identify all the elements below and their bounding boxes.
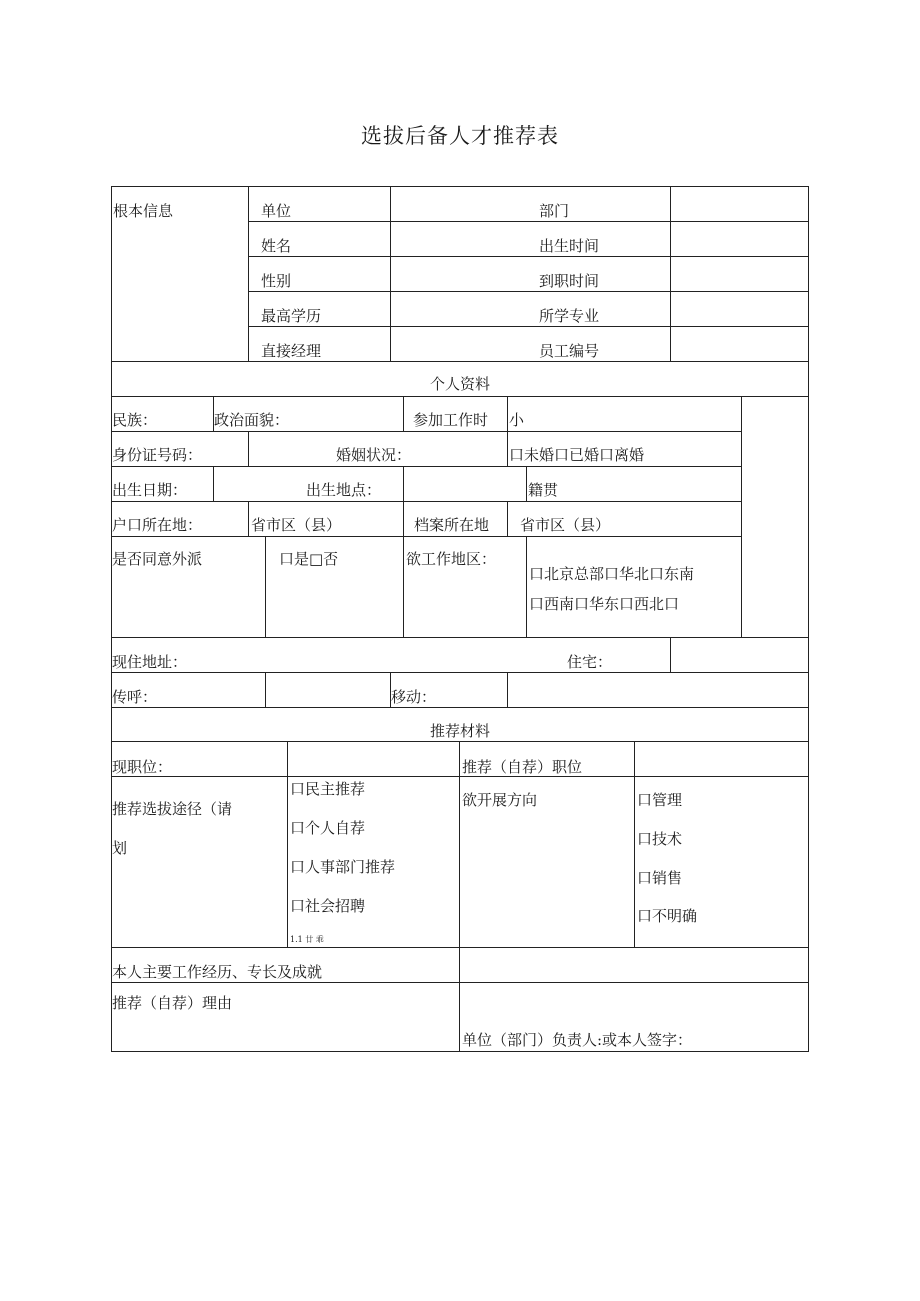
route-option: 口民主推荐: [290, 780, 366, 798]
grid-line: [111, 947, 809, 948]
grid-line: [248, 221, 809, 222]
label-birth-time: 出生时间: [539, 237, 600, 255]
grid-line: [526, 466, 527, 501]
grid-line: [403, 536, 404, 637]
label-employee-id: 员工编号: [539, 342, 600, 360]
route-option: 口社会招聘: [290, 897, 366, 915]
route-option: 口人事部门推荐: [290, 858, 396, 876]
label-mobile: 移动：: [391, 688, 437, 706]
label-work-region: 欲工作地区：: [406, 550, 497, 568]
direction-option: 口技术: [637, 830, 683, 848]
grid-line: [265, 672, 266, 707]
hukou-value: 省市区（县）: [251, 516, 342, 534]
grid-line: [634, 741, 635, 947]
grid-line: [111, 501, 741, 502]
grid-line: [507, 672, 508, 707]
label-id-number: 身份证号码：: [112, 446, 203, 464]
grid-line: [670, 637, 671, 672]
direction-option: 口不明确: [637, 907, 698, 925]
section-personal-info: 个人资料: [429, 375, 490, 393]
grid-line: [670, 186, 671, 361]
grid-line: [265, 536, 266, 637]
grid-line: [459, 741, 460, 1052]
label-hukou: 户口所在地：: [112, 516, 203, 534]
grid-line: [111, 431, 741, 432]
grid-line: [526, 536, 527, 637]
form-frame: [111, 186, 809, 1052]
direction-option: 口管理: [637, 791, 683, 809]
label-pager: 传呼：: [112, 688, 158, 706]
grid-line: [213, 466, 214, 501]
region-options-line2: 口西南口华东口西北口: [529, 595, 680, 613]
label-archive: 档案所在地: [414, 516, 490, 534]
grid-line: [403, 396, 404, 431]
label-major: 所学专业: [539, 307, 600, 325]
grid-line: [507, 501, 508, 536]
label-recommendation-reason: 推荐（自荐）理由: [112, 994, 233, 1012]
grid-line: [111, 707, 809, 708]
label-political-status: 政治面貌：: [214, 411, 290, 429]
label-education: 最高学历: [261, 307, 322, 325]
grid-line: [741, 396, 742, 637]
section-recommendation: 推荐材料: [429, 722, 490, 740]
label-recommended-position: 推荐（自荐）职位: [462, 758, 583, 776]
marital-options: 口未婚口已婚口离婚: [509, 446, 645, 464]
label-hire-time: 到职时间: [539, 272, 600, 290]
label-unit: 单位: [261, 202, 292, 220]
label-current-position: 现职位：: [112, 758, 173, 776]
grid-line: [507, 431, 508, 466]
region-options-line1: 口北京总部口华北口东南: [529, 565, 695, 583]
direction-option: 口销售: [637, 869, 683, 887]
route-option: 口个人自荐: [290, 819, 366, 837]
label-department: 部门: [539, 202, 570, 220]
grid-line: [248, 326, 809, 327]
grid-line: [248, 291, 809, 292]
label-name: 姓名: [261, 237, 292, 255]
grid-line: [111, 637, 809, 638]
grid-line: [111, 466, 741, 467]
label-birth-date: 出生日期：: [112, 481, 188, 499]
grid-line: [248, 431, 249, 466]
grid-line: [111, 536, 741, 537]
label-dispatch: 是否同意外派: [112, 550, 203, 568]
grid-line: [111, 982, 809, 983]
label-manager: 直接经理: [261, 342, 322, 360]
grid-line: [507, 396, 508, 431]
label-development-direction: 欲开展方向: [462, 791, 538, 809]
label-route-line1: 推荐选拔途径（请: [112, 800, 233, 818]
label-work-start: 参加工作时: [413, 411, 489, 429]
grid-line: [111, 776, 809, 777]
label-marital-status: 婚姻状况：: [336, 446, 412, 464]
archive-value: 省市区（县）: [520, 516, 611, 534]
label-work-experience: 本人主要工作经历、专长及成就: [112, 963, 323, 981]
small-note: 1.1 廿 乖: [290, 935, 324, 944]
grid-line: [111, 396, 809, 397]
label-home-phone: 住宅：: [567, 653, 613, 671]
page-title: 选拔后备人才推荐表: [361, 124, 559, 148]
grid-line: [287, 741, 288, 947]
label-gender: 性别: [261, 272, 292, 290]
dispatch-options: 口是□否: [279, 550, 339, 568]
grid-line: [248, 256, 809, 257]
label-current-address: 现住地址：: [112, 653, 188, 671]
grid-line: [248, 501, 249, 536]
grid-line: [390, 186, 391, 361]
grid-line: [248, 186, 249, 361]
label-signature: 单位（部门）负责人:或本人签字：: [462, 1031, 693, 1049]
label-birth-place: 出生地点：: [306, 481, 382, 499]
label-native-place: 籍贯: [528, 481, 559, 499]
label-ethnicity: 民族：: [112, 411, 158, 429]
section-basic-info: 根本信息: [113, 202, 174, 220]
label-route-line2: 划: [112, 839, 128, 857]
grid-line: [403, 466, 404, 501]
grid-line: [403, 501, 404, 536]
grid-line: [111, 361, 809, 362]
grid-line: [111, 672, 809, 673]
label-work-start-tail: 小: [509, 411, 525, 429]
grid-line: [111, 741, 809, 742]
